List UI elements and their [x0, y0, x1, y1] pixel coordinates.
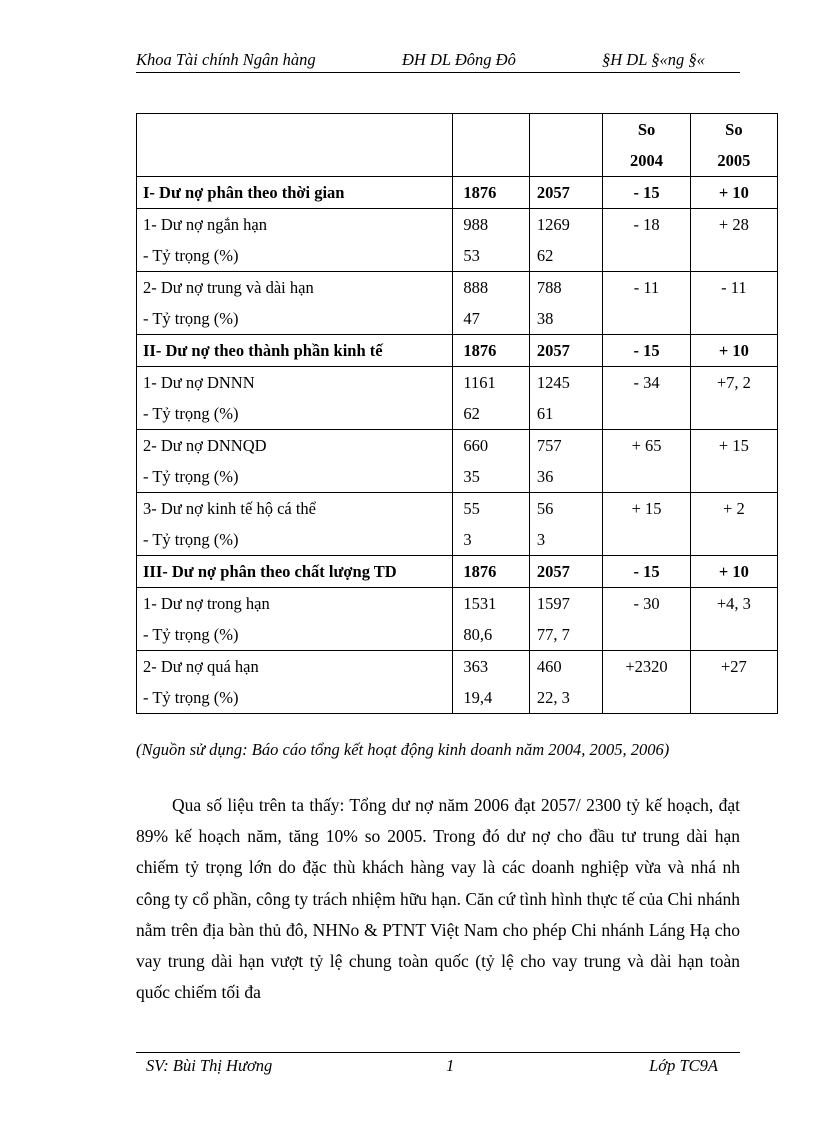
cell-line: 1876: [463, 183, 497, 202]
cell-line: 1876: [463, 562, 497, 581]
cell-line: 55: [463, 499, 480, 518]
cell-line: - 18: [633, 215, 660, 234]
cell-line: - Tỷ trọng (%): [143, 625, 239, 644]
cell-line: 1- Dư nợ DNNN: [143, 373, 255, 392]
header-faculty: Khoa Tài chính Ngân hàng: [136, 50, 316, 69]
cell-line: - Tỷ trọng (%): [143, 246, 239, 265]
cell-line: II- Dư nợ theo thành phần kinh tế: [143, 341, 383, 360]
value-cell-col1: [453, 588, 529, 651]
value-cell-col2: [529, 335, 602, 367]
source-note: (Nguồn sử dụng: Báo cáo tổng kết hoạt động kinh doanh năm 2004, 2005, 2006): [136, 740, 670, 759]
cell-line: - 15: [633, 341, 660, 360]
change-cell-2005: [690, 177, 777, 209]
cell-line: 35: [463, 467, 480, 486]
value-cell-col1: [453, 272, 529, 335]
cell-line: 1531: [463, 594, 497, 613]
value-cell-col1: [453, 430, 529, 493]
change-cell-2004: [603, 272, 690, 335]
value-cell-col2: [529, 556, 602, 588]
cell-line: 80,6: [463, 625, 493, 644]
cell-line: 660: [463, 436, 489, 455]
change-cell-2005: [690, 367, 777, 430]
cell-line: 788: [536, 278, 562, 297]
table-row: [137, 335, 778, 367]
table-row: [137, 272, 778, 335]
table-body: [137, 114, 778, 714]
cell-line: +2320: [625, 657, 668, 676]
change-cell-2005: [690, 588, 777, 651]
row-label-cell: [137, 367, 453, 430]
header-cell-empty: [453, 114, 529, 177]
cell-line: + 28: [718, 215, 749, 234]
value-cell-col2: [529, 430, 602, 493]
cell-line: - 15: [633, 183, 660, 202]
page-header: [136, 50, 740, 73]
cell-line: - 11: [721, 278, 747, 297]
cell-line: 77, 7: [536, 625, 570, 644]
cell-line: 1597: [536, 594, 570, 613]
cell-line: 47: [463, 309, 480, 328]
row-label-cell: [137, 651, 453, 714]
cell-line: 62: [536, 246, 554, 265]
footer-class: Lớp TC9A: [649, 1056, 718, 1075]
page-footer: [136, 1052, 740, 1079]
cell-line: + 65: [631, 436, 662, 455]
cell-line: - 15: [633, 562, 660, 581]
cell-line: 19,4: [463, 688, 493, 707]
cell-line: 1245: [536, 373, 570, 392]
cell-line: 3- Dư nợ kinh tế hộ cá thể: [143, 499, 317, 518]
value-cell-col1: [453, 209, 529, 272]
cell-line: 62: [463, 404, 480, 423]
header-university: ĐH DL Đông Đô: [402, 50, 516, 69]
cell-line: - Tỷ trọng (%): [143, 309, 239, 328]
row-label-cell: [137, 335, 453, 367]
cell-line: + 15: [718, 436, 749, 455]
value-cell-col2: [529, 493, 602, 556]
change-cell-2004: [603, 430, 690, 493]
change-cell-2005: [690, 493, 777, 556]
cell-line: +7, 2: [716, 373, 751, 392]
value-cell-col2: [529, 209, 602, 272]
value-cell-col2: [529, 367, 602, 430]
cell-line: + 15: [631, 499, 662, 518]
change-cell-2005: [690, 272, 777, 335]
footer-student: SV: Bùi Thị Hương: [146, 1056, 273, 1075]
row-label-cell: [137, 272, 453, 335]
cell-line: 56: [536, 499, 554, 518]
change-cell-2004: [603, 556, 690, 588]
cell-line: 2057: [536, 341, 570, 360]
cell-line: - Tỷ trọng (%): [143, 467, 239, 486]
cell-line: + 10: [718, 183, 749, 202]
cell-line: - Tỷ trọng (%): [143, 530, 239, 549]
change-cell-2004: [603, 493, 690, 556]
table-row: [137, 209, 778, 272]
cell-line: - 11: [633, 278, 660, 297]
cell-line: 888: [463, 278, 489, 297]
table-row: [137, 588, 778, 651]
cell-line: 1- Dư nợ trong hạn: [143, 594, 270, 613]
cell-line: 3: [463, 530, 472, 549]
value-cell-col1: [453, 177, 529, 209]
table-header-row: [137, 114, 778, 177]
cell-line: 2- Dư nợ trung và dài hạn: [143, 278, 314, 297]
footer-page-number: 1: [446, 1056, 455, 1075]
table-row: [137, 651, 778, 714]
change-cell-2004: [603, 177, 690, 209]
value-cell-col1: [453, 651, 529, 714]
cell-line: +27: [720, 657, 747, 676]
row-label-cell: [137, 177, 453, 209]
table-row: [137, 177, 778, 209]
row-label-cell: [137, 430, 453, 493]
header-cell-so-2004: [603, 114, 690, 177]
value-cell-col1: [453, 367, 529, 430]
change-cell-2004: [603, 209, 690, 272]
header-line: 2004: [630, 151, 664, 170]
header-cell-so-2005: [690, 114, 777, 177]
change-cell-2004: [603, 335, 690, 367]
change-cell-2004: [603, 651, 690, 714]
loan-structure-table: [136, 113, 778, 714]
cell-line: 757: [536, 436, 562, 455]
cell-line: 38: [536, 309, 554, 328]
cell-line: + 10: [718, 562, 749, 581]
cell-line: +4, 3: [716, 594, 751, 613]
cell-line: - 30: [633, 594, 660, 613]
cell-line: 2057: [536, 562, 570, 581]
cell-line: 2- Dư nợ DNNQD: [143, 436, 267, 455]
header-line: So: [637, 120, 656, 139]
header-university-legacy-font: §H DL §«ng §«: [602, 50, 705, 69]
value-cell-col2: [529, 651, 602, 714]
value-cell-col1: [453, 335, 529, 367]
change-cell-2005: [690, 430, 777, 493]
cell-line: 2- Dư nợ quá hạn: [143, 657, 259, 676]
cell-line: + 2: [723, 499, 745, 518]
change-cell-2005: [690, 651, 777, 714]
cell-line: 363: [463, 657, 489, 676]
row-label-cell: [137, 588, 453, 651]
cell-line: - Tỷ trọng (%): [143, 404, 239, 423]
value-cell-col1: [453, 556, 529, 588]
cell-line: 53: [463, 246, 480, 265]
cell-line: + 10: [718, 341, 749, 360]
row-label-cell: [137, 209, 453, 272]
table-row: [137, 556, 778, 588]
cell-line: - 34: [633, 373, 660, 392]
cell-line: III- Dư nợ phân theo chất lượng TD: [143, 562, 397, 581]
change-cell-2004: [603, 367, 690, 430]
table-row: [137, 367, 778, 430]
body-paragraph: Qua số liệu trên ta thấy: Tổng dư nợ năm 2006 đạt 2057/ 2300 tỷ kế hoạch, đạt 89% kế hoạch năm, tăng 10% so 2005. Trong đó dư nợ cho đầu tư trung dài hạn chiếm tỷ trọng lớn do đặc thù khách hàng vay là các doanh nghiệp vừa và nhá nh công ty cổ phần, công ty trách nhiệm hữu hạn. Căn cứ tình hình thực tế của Chi nhánh nằm trên địa bàn thủ đô, NHNo & PTNT Việt Nam cho phép Chi nhánh Láng Hạ cho vay trung dài hạn vượt tỷ lệ chung toàn quốc (tỷ lệ cho vay trung và dài hạn toàn quốc chiếm tối đa: [136, 795, 740, 1003]
cell-line: 3: [536, 530, 546, 549]
value-cell-col2: [529, 177, 602, 209]
header-cell-empty: [137, 114, 453, 177]
table-row: [137, 430, 778, 493]
row-label-cell: [137, 556, 453, 588]
cell-line: 2057: [536, 183, 570, 202]
cell-line: 1876: [463, 341, 497, 360]
cell-line: 22, 3: [536, 688, 570, 707]
cell-line: 1269: [536, 215, 570, 234]
change-cell-2005: [690, 209, 777, 272]
cell-line: - Tỷ trọng (%): [143, 688, 239, 707]
cell-line: 1- Dư nợ ngắn hạn: [143, 215, 267, 234]
value-cell-col2: [529, 588, 602, 651]
value-cell-col2: [529, 272, 602, 335]
cell-line: 1161: [463, 373, 496, 392]
header-cell-empty: [529, 114, 602, 177]
change-cell-2004: [603, 588, 690, 651]
change-cell-2005: [690, 335, 777, 367]
cell-line: 61: [536, 404, 554, 423]
cell-line: 988: [463, 215, 489, 234]
cell-line: 460: [536, 657, 562, 676]
header-line: 2005: [717, 151, 751, 170]
value-cell-col1: [453, 493, 529, 556]
change-cell-2005: [690, 556, 777, 588]
cell-line: I- Dư nợ phân theo thời gian: [143, 183, 345, 202]
header-line: So: [725, 120, 743, 139]
cell-line: 36: [536, 467, 554, 486]
row-label-cell: [137, 493, 453, 556]
table-row: [137, 493, 778, 556]
